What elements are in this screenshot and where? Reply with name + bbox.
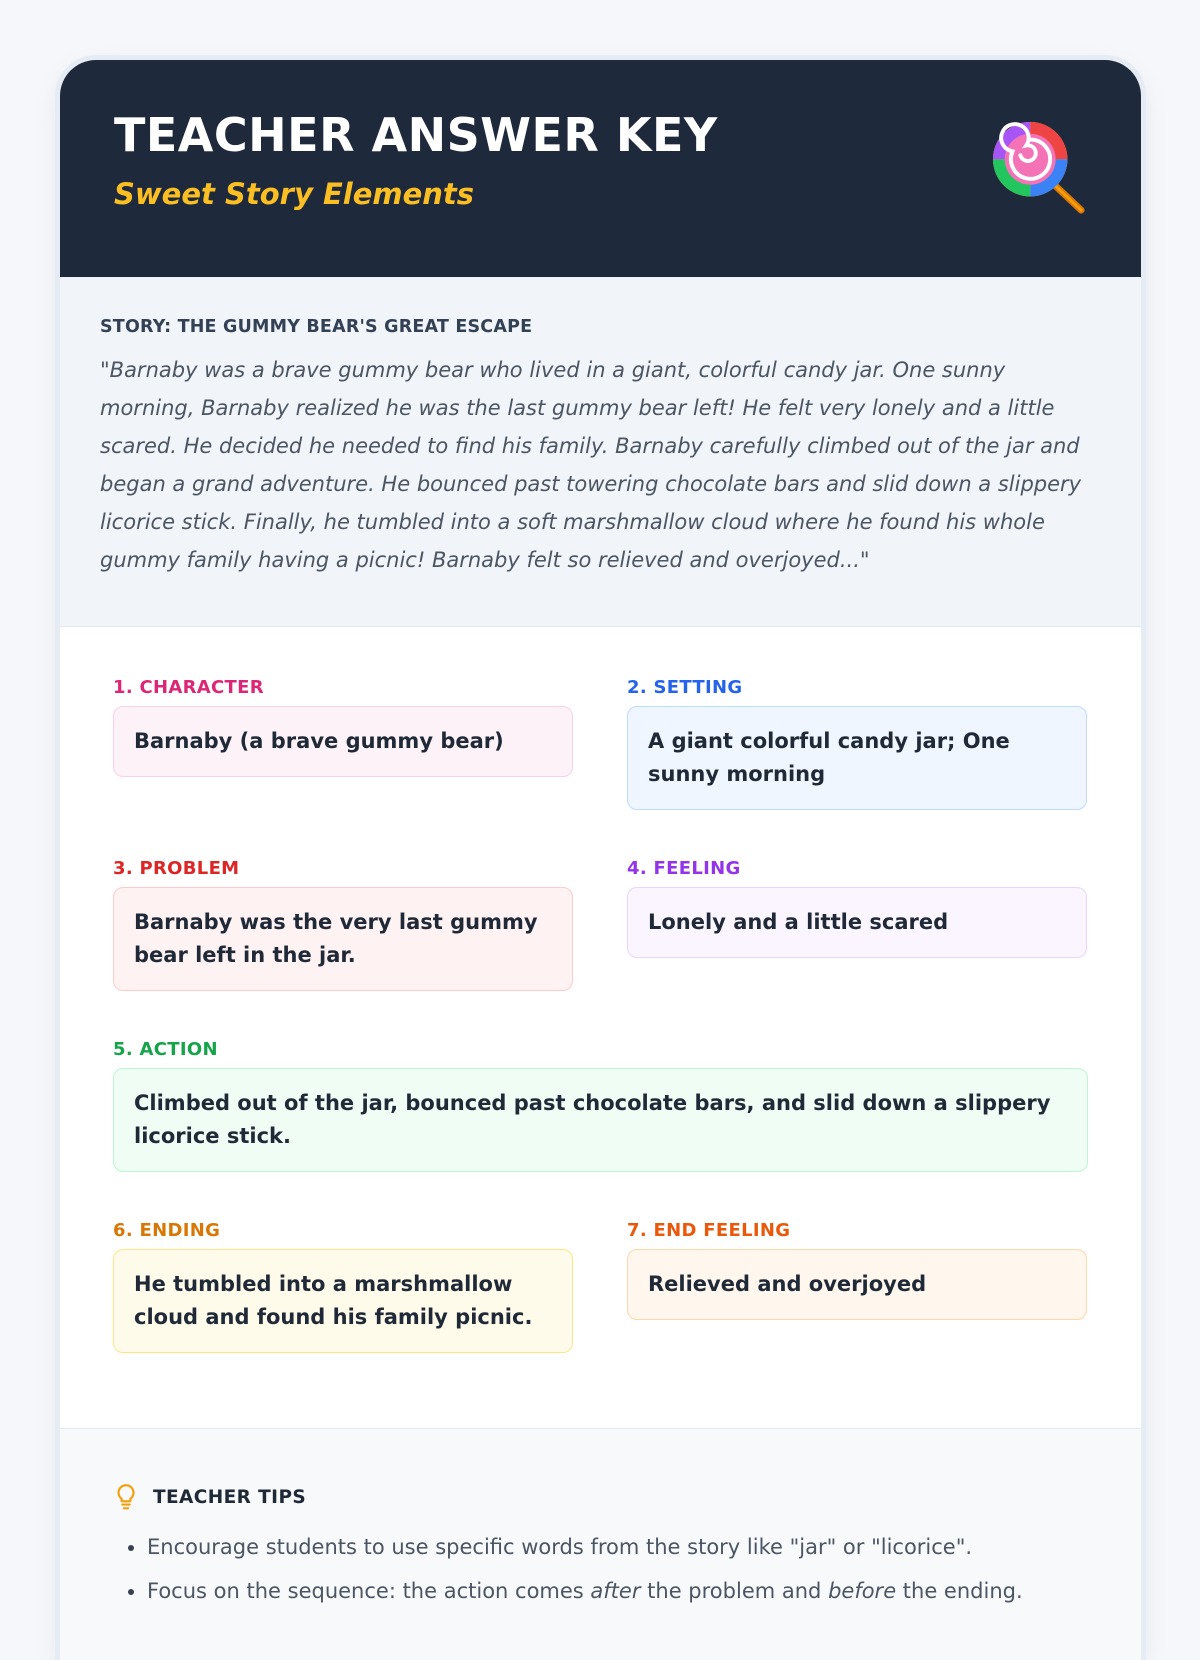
page-subtitle: Sweet Story Elements bbox=[114, 176, 475, 211]
element-label: 1. CHARACTER bbox=[113, 677, 264, 698]
tip-item bbox=[147, 1525, 1088, 1569]
element-label: 3. PROBLEM bbox=[113, 858, 240, 879]
element-answer: A giant colorful candy jar; One sunny morning bbox=[627, 706, 1087, 810]
element-answer: Climbed out of the jar, bounced past chocolate bars, and slid down a slippery licorice stick. bbox=[113, 1068, 1088, 1172]
tips-header bbox=[113, 1483, 1088, 1511]
lightbulb-icon bbox=[113, 1483, 139, 1511]
element-setting bbox=[627, 677, 1087, 810]
answer-key-card bbox=[60, 60, 1141, 1660]
element-label: 4. FEELING bbox=[627, 858, 741, 879]
element-label: 2. SETTING bbox=[627, 677, 743, 698]
element-action bbox=[113, 1039, 1088, 1172]
tip-text: the problem and bbox=[640, 1579, 829, 1603]
elements-row bbox=[113, 1220, 1088, 1353]
element-answer: Relieved and overjoyed bbox=[627, 1249, 1087, 1320]
tip-emphasis: before bbox=[828, 1579, 897, 1603]
tip-text: Focus on the sequence: the action comes bbox=[147, 1579, 591, 1603]
teacher-tips bbox=[60, 1428, 1141, 1660]
tip-emphasis: after bbox=[590, 1579, 641, 1603]
element-end-feeling bbox=[627, 1220, 1087, 1353]
tip-text: Encourage students to use specific words from the story like "jar" or "licorice". bbox=[147, 1535, 973, 1559]
lollipop-icon bbox=[991, 120, 1089, 218]
element-problem bbox=[113, 858, 573, 991]
story-section bbox=[60, 277, 1141, 627]
element-label: 5. ACTION bbox=[113, 1039, 218, 1060]
element-feeling bbox=[627, 858, 1087, 991]
element-answer: He tumbled into a marshmallow cloud and found his family picnic. bbox=[113, 1249, 573, 1353]
element-label: 6. ENDING bbox=[113, 1220, 221, 1241]
element-character bbox=[113, 677, 573, 810]
element-answer: Barnaby was the very last gummy bear left in the jar. bbox=[113, 887, 573, 991]
page-title: TEACHER ANSWER KEY bbox=[114, 108, 718, 162]
story-text: "Barnaby was a brave gummy bear who lived in a giant, colorful candy jar. One sunny morning, Barnaby realized he was the last gummy bear left! He felt very lonely and a little scared. He decided he needed to find his family. Barnaby carefully climbed out of the jar and began a grand adventure. He bounced past towering chocolate bars and slid down a slippery licorice stick. Finally, he tumbled into a soft marshmallow cloud where he found his whole gummy family having a picnic! Barnaby felt so relieved and overjoyed..." bbox=[100, 358, 1082, 572]
story-elements bbox=[60, 627, 1141, 1428]
elements-row bbox=[113, 1039, 1088, 1172]
story-title: STORY: THE GUMMY BEAR'S GREAT ESCAPE bbox=[100, 317, 533, 337]
element-answer: Lonely and a little scared bbox=[627, 887, 1087, 958]
header bbox=[60, 60, 1141, 277]
element-ending bbox=[113, 1220, 573, 1353]
elements-row bbox=[113, 858, 1088, 991]
element-answer: Barnaby (a brave gummy bear) bbox=[113, 706, 573, 777]
tip-text: the ending. bbox=[896, 1579, 1023, 1603]
element-label: 7. END FEELING bbox=[627, 1220, 791, 1241]
tip-item bbox=[147, 1569, 1088, 1613]
elements-row bbox=[113, 677, 1088, 810]
tips-title: TEACHER TIPS bbox=[153, 1486, 307, 1508]
